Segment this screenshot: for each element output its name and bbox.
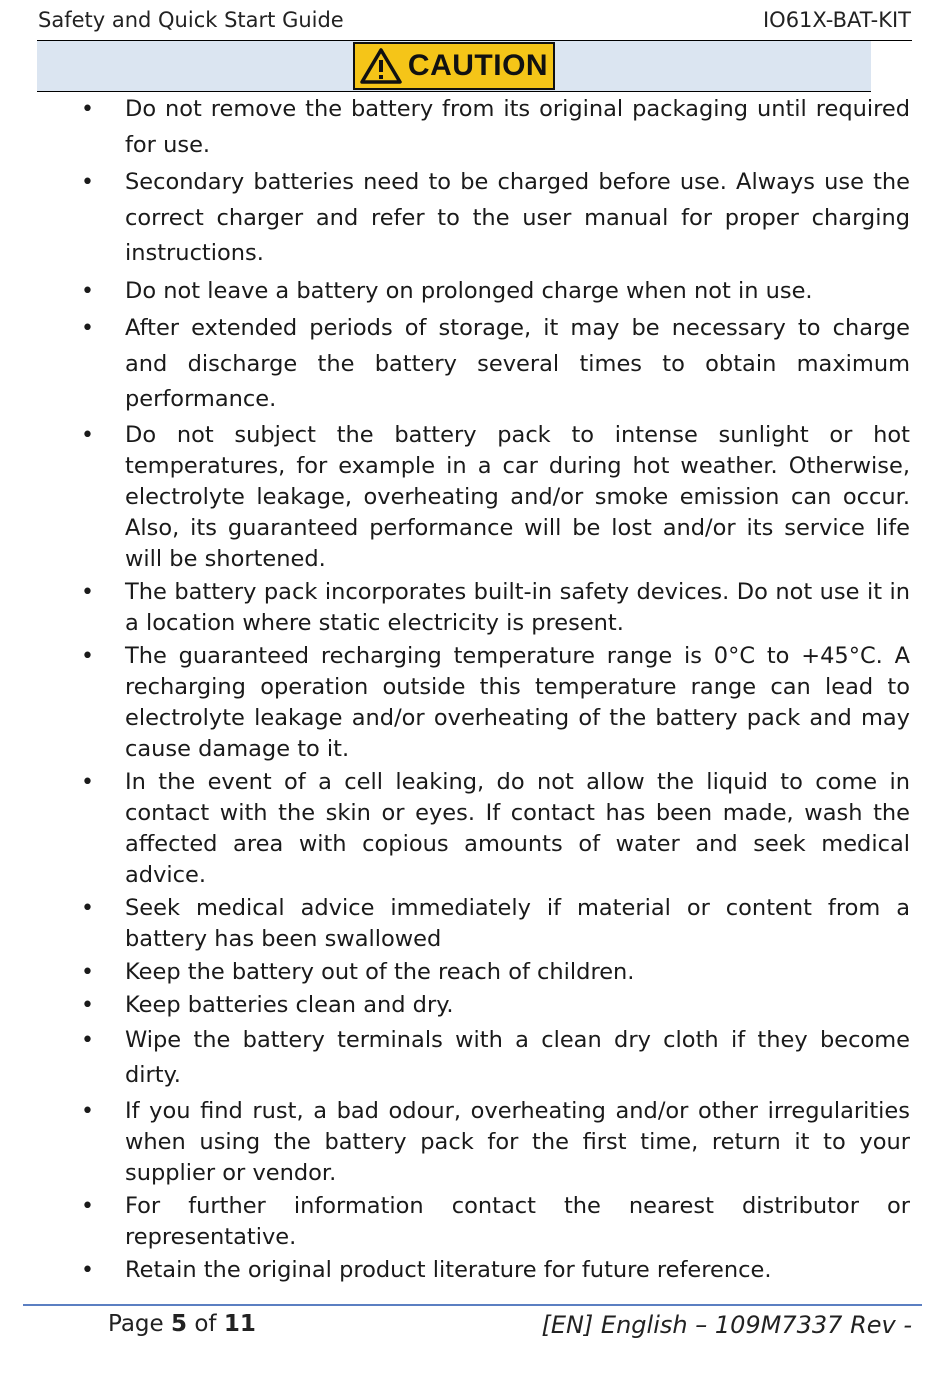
list-item: • Seek medical advice immediately if material or content from a battery has been swallowed bbox=[0, 893, 950, 955]
list-item: • The guaranteed recharging temperature range is 0°C to +45°C. A recharging operation outside this temperature range can lead to electrolyte leakage and/or overheating of the battery pack and may cause damage to it. bbox=[0, 641, 950, 765]
page-number bbox=[108, 1311, 256, 1337]
list-item: • Keep the battery out of the reach of children. bbox=[0, 957, 950, 988]
list-item: • Secondary batteries need to be charged before use. Always use the correct charger and refer to the user manual for proper charging instructions. bbox=[0, 165, 950, 272]
warning-triangle-icon bbox=[360, 48, 402, 84]
list-item: • Retain the original product literature for future reference. bbox=[0, 1255, 950, 1286]
list-item: • Do not leave a battery on prolonged charge when not in use. bbox=[0, 274, 950, 310]
list-item: • Do not subject the battery pack to intense sunlight or hot temperatures, for example in a car during hot weather. Otherwise, electrolyte leakage, overheating and/or smoke emission can occur. Also, its guaranteed performance will be lost and/or its service life will be shortened. bbox=[0, 420, 950, 575]
header-product-code: IO61X-BAT-KIT bbox=[762, 8, 911, 32]
list-item: • For further information contact the nearest distributor or representative. bbox=[0, 1191, 950, 1253]
list-item: • After extended periods of storage, it may be necessary to charge and discharge the battery several times to obtain maximum performance. bbox=[0, 311, 950, 418]
caution-label: CAUTION bbox=[407, 49, 549, 82]
header-title: Safety and Quick Start Guide bbox=[38, 8, 344, 32]
footer-divider bbox=[23, 1304, 922, 1306]
list-item: • In the event of a cell leaking, do not allow the liquid to come in contact with the skin or eyes. If contact has been made, wash the affected area with copious amounts of water and seek medical advice. bbox=[0, 767, 950, 891]
caution-banner bbox=[353, 42, 555, 90]
page-current: 5 bbox=[171, 1311, 188, 1337]
footer-document-id: [EN] English – 109M7337 Rev - bbox=[541, 1311, 912, 1339]
page-of: of bbox=[194, 1311, 217, 1337]
list-item: • Do not remove the battery from its original packaging until required for use. bbox=[0, 92, 950, 163]
list-item: • The battery pack incorporates built-in safety devices. Do not use it in a location where static electricity is present. bbox=[0, 577, 950, 639]
safety-instructions-list bbox=[0, 92, 950, 1288]
list-item: • If you find rust, a bad odour, overheating and/or other irregularities when using the battery pack for the first time, return it to your supplier or vendor. bbox=[0, 1096, 950, 1189]
list-item: • Keep batteries clean and dry. bbox=[0, 990, 950, 1021]
page-prefix: Page bbox=[108, 1311, 164, 1337]
list-item: • Wipe the battery terminals with a clean dry cloth if they become dirty. bbox=[0, 1023, 950, 1094]
page-total: 11 bbox=[223, 1311, 256, 1337]
